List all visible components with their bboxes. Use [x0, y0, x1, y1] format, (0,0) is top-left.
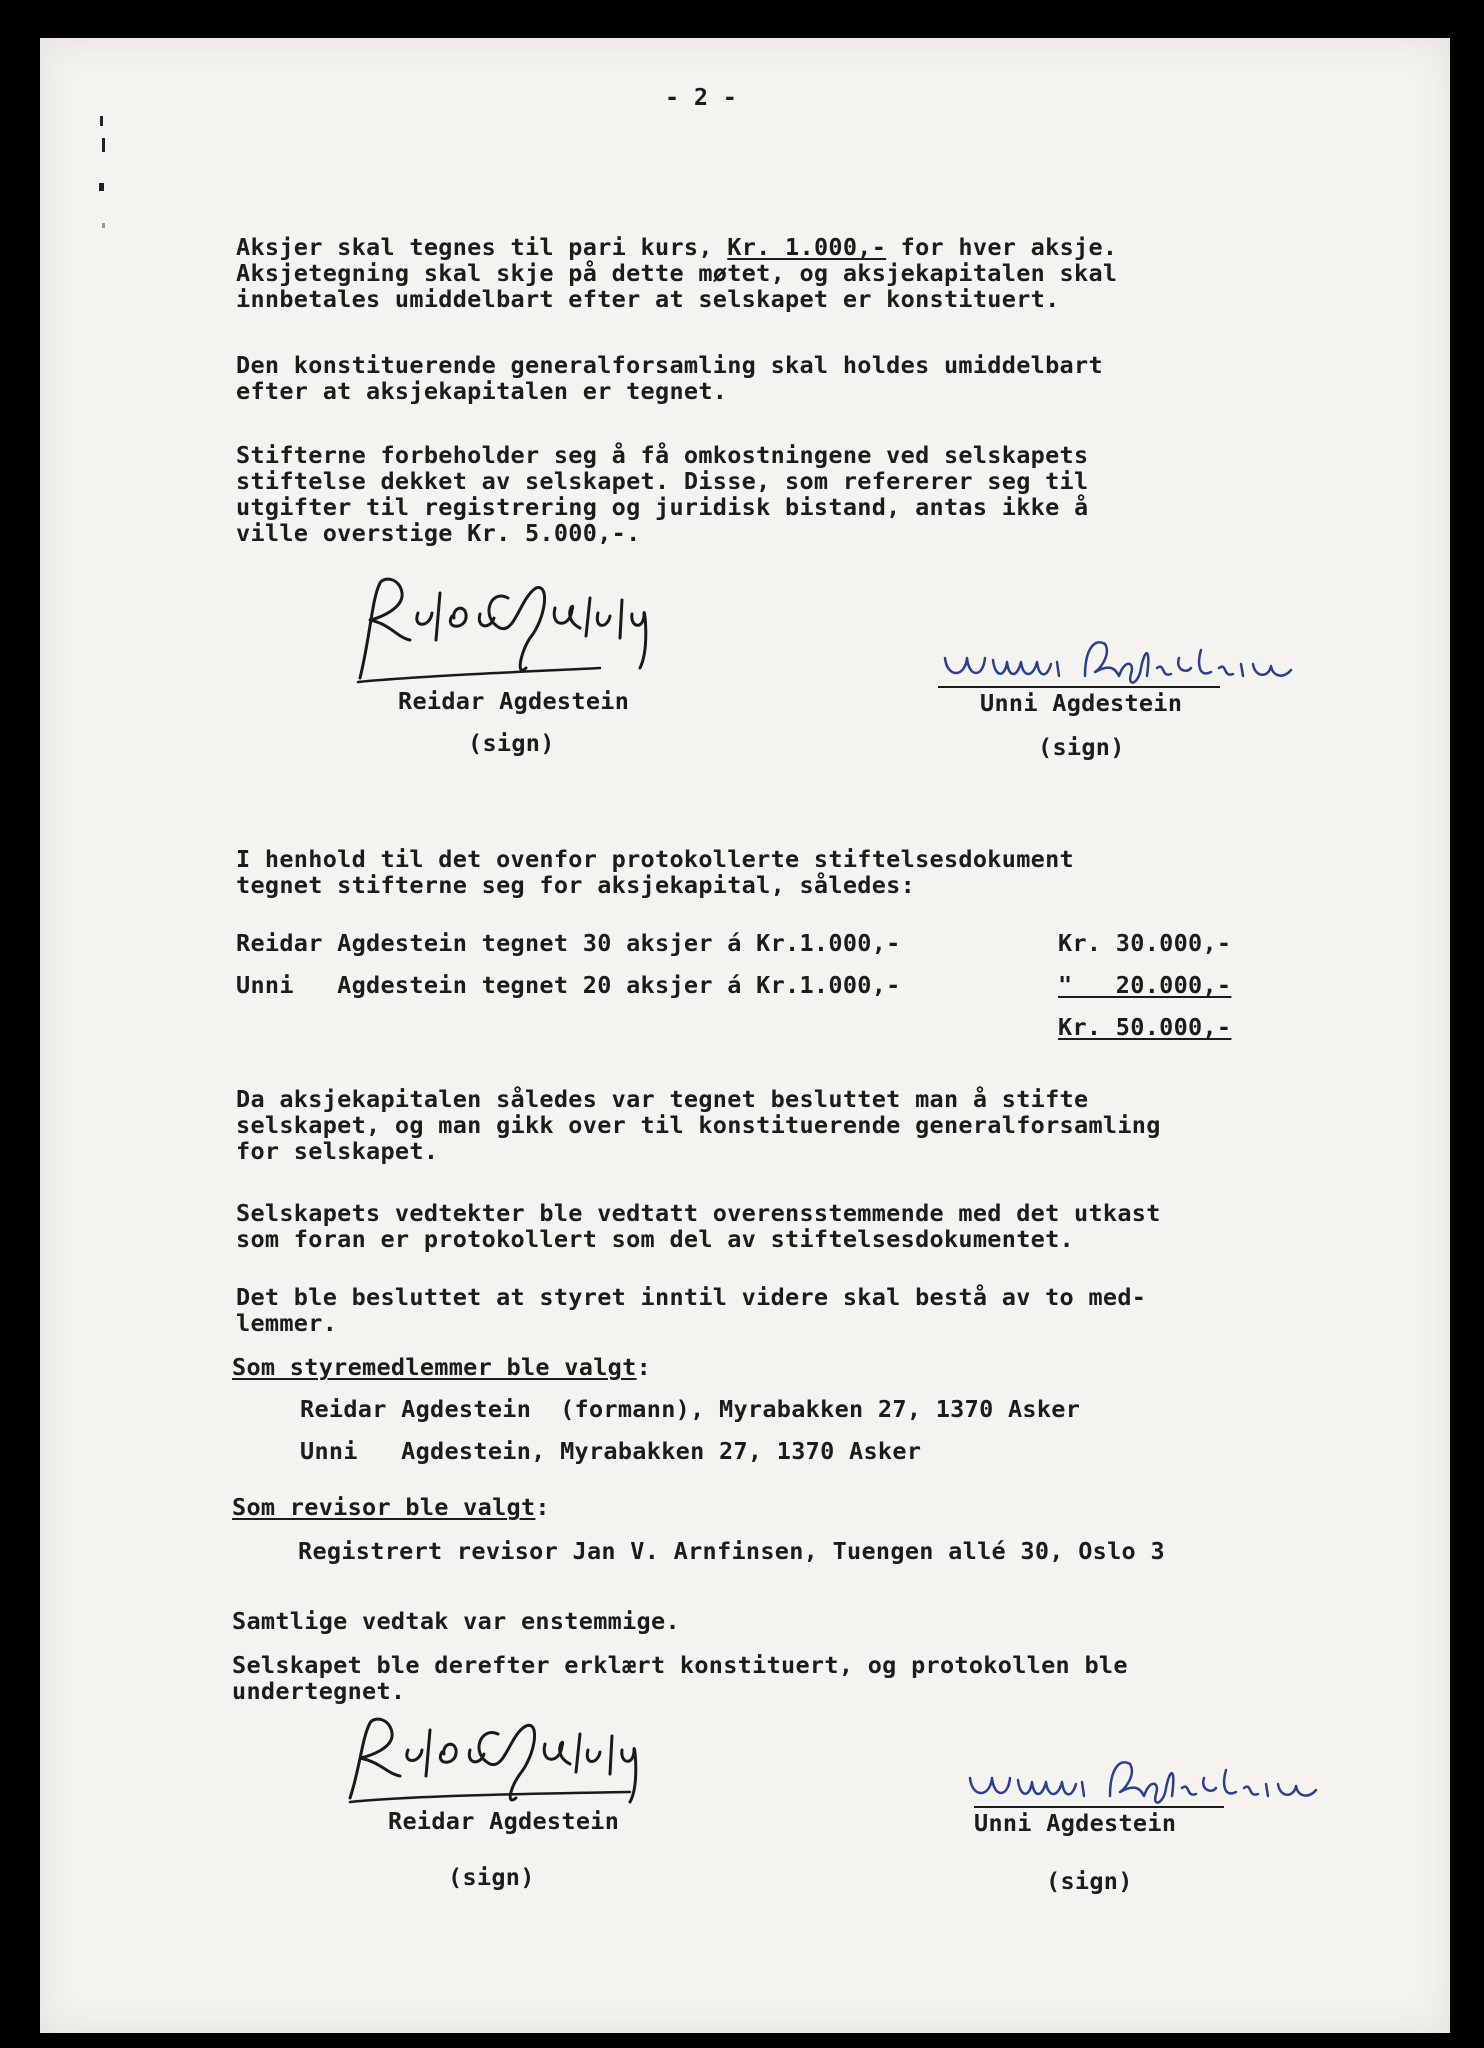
paragraph-line: Stifterne forbeholder seg å få omkostningene ved selskapets [236, 441, 1089, 469]
sign-note: (sign) [1046, 1867, 1133, 1895]
subscription-amount: Kr. 30.000,- [1058, 929, 1232, 957]
signature-line [938, 686, 1220, 688]
sign-note: (sign) [468, 729, 555, 757]
signature-reidar-second [330, 1698, 660, 1818]
signer-name: Unni Agdestein [980, 689, 1183, 717]
auditor-text: Registrert revisor Jan V. Arnfinsen, Tuengen allé 30, Oslo 3 [298, 1537, 1165, 1565]
board-member: Unni Agdestein, Myrabakken 27, 1370 Asker [300, 1437, 922, 1465]
sign-note: (sign) [448, 1863, 535, 1891]
paragraph-line: ville overstige Kr. 5.000,-. [236, 519, 641, 547]
board-member: Reidar Agdestein (formann), Myrabakken 27, 1370 Asker [300, 1395, 1081, 1423]
paragraph-line: Den konstituerende generalforsamling skal holdes umiddelbart [236, 351, 1103, 379]
paragraph-line: som foran er protokollert som del av stiftelsesdokumentet. [236, 1225, 1074, 1253]
paragraph-line: utgifter til registrering og juridisk bistand, antas ikke å [236, 493, 1089, 521]
paragraph-line: undertegnet. [232, 1677, 406, 1705]
paragraph-line: lemmer. [236, 1309, 338, 1337]
document-page [40, 38, 1450, 2033]
sign-note: (sign) [1038, 733, 1125, 761]
signer-name: Reidar Agdestein [398, 687, 630, 715]
share-price: Kr. 1.000,- [727, 233, 887, 261]
paragraph-line: innbetales umiddelbart efter at selskapet er konstituert. [236, 285, 1060, 313]
subscription-label: Reidar Agdestein tegnet 30 aksjer á Kr.1.000,- [236, 929, 901, 957]
signature-reidar-first [340, 558, 670, 698]
paragraph-line: tegnet stifterne seg for aksjekapital, således: [236, 871, 916, 899]
subscription-total: Kr. 50.000,- [1058, 1013, 1232, 1041]
paragraph-line: stiftelse dekket av selskapet. Disse, som refererer seg til [236, 467, 1089, 495]
paragraph-line: Samtlige vedtak var enstemmige. [232, 1607, 680, 1635]
paragraph-line: Selskapet ble derefter erklært konstituert, og protokollen ble [232, 1651, 1128, 1679]
subscription-label: Unni Agdestein tegnet 20 aksjer á Kr.1.000,- [236, 971, 901, 999]
signature-line [974, 1806, 1224, 1808]
paragraph-line: Selskapets vedtekter ble vedtatt overensstemmende med det utkast [236, 1199, 1161, 1227]
auditor-heading: Som revisor ble valgt: [232, 1493, 550, 1521]
signer-name: Unni Agdestein [974, 1809, 1177, 1837]
paragraph-line: Aksjer skal tegnes til pari kurs, Kr. 1.000,- for hver aksje. [236, 233, 1118, 261]
subscription-amount: " 20.000,- [1058, 971, 1232, 999]
paragraph-line: Det ble besluttet at styret inntil videre skal bestå av to med- [236, 1283, 1147, 1311]
paragraph-line: I henhold til det ovenfor protokollerte stiftelsesdokument [236, 845, 1074, 873]
paragraph-line: efter at aksjekapitalen er tegnet. [236, 377, 728, 405]
paragraph-line: Aksjetegning skal skje på dette møtet, og aksjekapitalen skal [236, 259, 1118, 287]
paragraph-line: for selskapet. [236, 1137, 439, 1165]
paragraph-line: selskapet, og man gikk over til konstituerende generalforsamling [236, 1111, 1161, 1139]
page-number: - 2 - [665, 83, 738, 111]
board-heading: Som styremedlemmer ble valgt: [232, 1353, 652, 1381]
signer-name: Reidar Agdestein [388, 1807, 620, 1835]
paragraph-line: Da aksjekapitalen således var tegnet besluttet man å stifte [236, 1085, 1089, 1113]
